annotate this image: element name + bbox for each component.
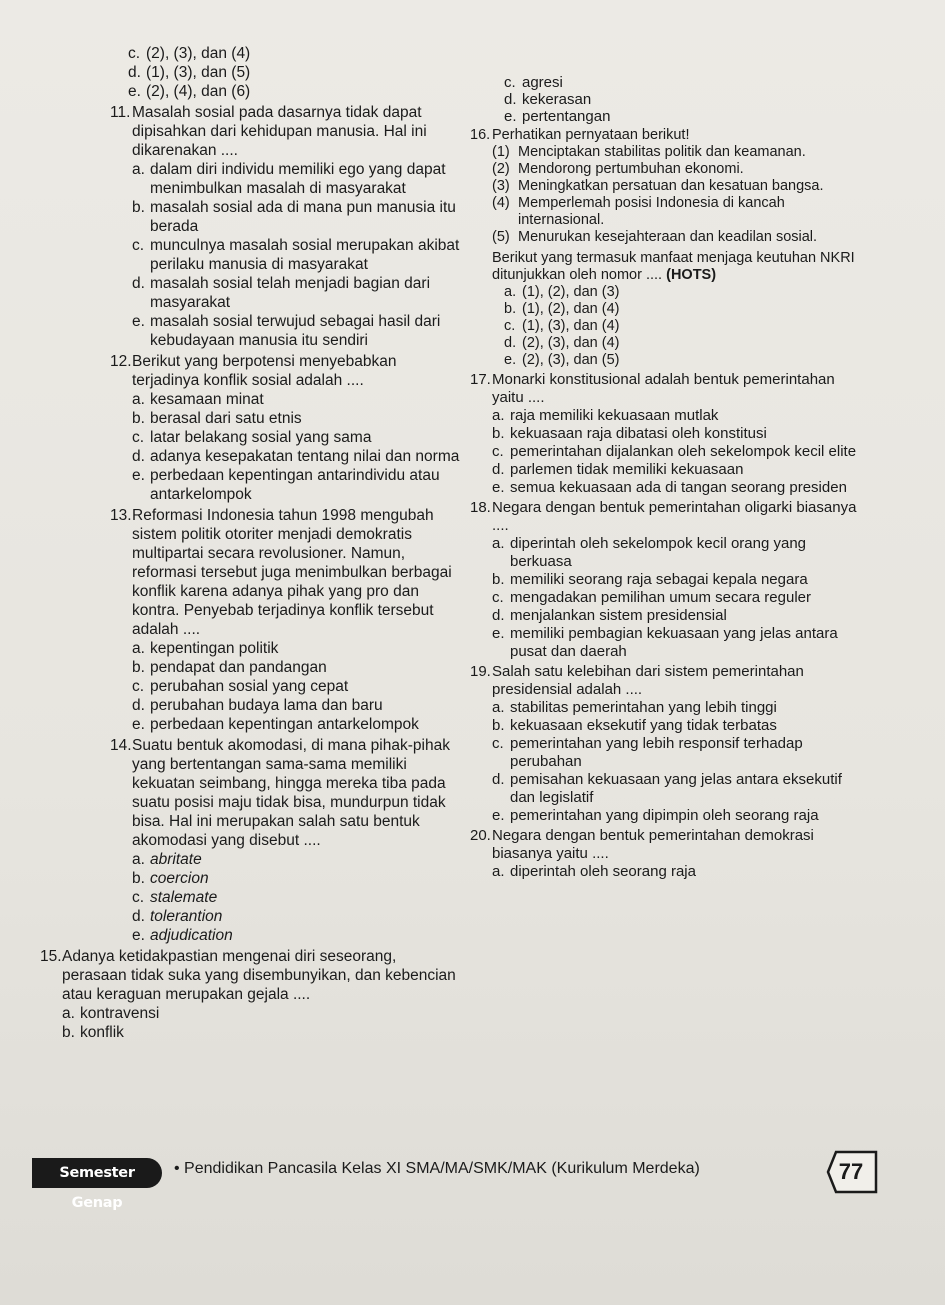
question-stem: 17.Monarki konstitusional adalah bentuk pemerintahan yaitu .... bbox=[470, 371, 835, 406]
question-stem: 18.Negara dengan bentuk pemerintahan oligarki biasanya .... bbox=[470, 499, 857, 534]
option: a. kontravensi bbox=[62, 1005, 160, 1022]
question-stem: 13.Reformasi Indonesia tahun 1998 mengubah sistem politik otoriter menjadi demokratis multipartai secara revolusioner. Namun, reformasi tersebut juga menimbulkan berbagai konflik karena adanya pihak yang pro dan kontra. Penyebab terjadinya konflik tersebut adalah .... bbox=[110, 507, 452, 638]
option: e. perbedaan kepentingan antarindividu atau antarkelompok bbox=[132, 467, 440, 503]
option: d. pemisahan kekuasaan yang jelas antara eksekutif dan legislatif bbox=[492, 771, 842, 806]
option: b. kekuasaan raja dibatasi oleh konstitusi bbox=[492, 425, 767, 442]
option: d. tolerantion bbox=[132, 908, 223, 925]
option: b. konflik bbox=[62, 1024, 124, 1041]
option: c. (1), (3), dan (4) bbox=[504, 318, 620, 334]
option: c. agresi bbox=[504, 74, 563, 91]
question-15 bbox=[40, 947, 465, 1042]
option: c. latar belakang sosial yang sama bbox=[132, 429, 372, 446]
option: a. diperintah oleh sekelompok kecil orang yang berkuasa bbox=[492, 535, 807, 570]
question-prompt: Berikut yang termasuk manfaat menjaga keutuhan NKRI ditunjukkan oleh nomor .... (HOTS) bbox=[492, 250, 855, 283]
question-stem: 20.Negara dengan bentuk pemerintahan demokrasi biasanya yaitu .... bbox=[470, 827, 814, 862]
semester-badge: Semester Genap bbox=[32, 1158, 162, 1188]
question-17 bbox=[470, 371, 865, 497]
statement: (2) Mendorong pertumbuhan ekonomi. bbox=[492, 161, 744, 177]
statement: (1) Menciptakan stabilitas politik dan keamanan. bbox=[492, 144, 806, 160]
option: e. (2), (4), dan (6) bbox=[128, 83, 251, 100]
option: d. masalah sosial telah menjadi bagian dari masyarakat bbox=[132, 275, 431, 311]
right-column bbox=[470, 74, 865, 883]
option: b. berasal dari satu etnis bbox=[132, 410, 302, 427]
option: b. pendapat dan pandangan bbox=[132, 659, 327, 676]
option: a. (1), (2), dan (3) bbox=[504, 284, 620, 300]
option: e. adjudication bbox=[132, 927, 233, 944]
option: a. kepentingan politik bbox=[132, 640, 279, 657]
option: e. memiliki pembagian kekuasaan yang jelas antara pusat dan daerah bbox=[492, 625, 838, 660]
statement: (4) Memperlemah posisi Indonesia di kancah internasional. bbox=[492, 195, 785, 228]
question-20 bbox=[470, 827, 865, 881]
bullet-icon: • bbox=[174, 1160, 185, 1177]
statement: (5) Menurukan kesejahteraan dan keadilan sosial. bbox=[492, 229, 818, 245]
top-left-options bbox=[128, 44, 465, 101]
option: d. parlemen tidak memiliki kekuasaan bbox=[492, 461, 744, 478]
option: d. menjalankan sistem presidensial bbox=[492, 607, 727, 624]
option: a. dalam diri individu memiliki ego yang dapat menimbulkan masalah di masyarakat bbox=[132, 161, 446, 197]
statement: (3) Meningkatkan persatuan dan kesatuan bangsa. bbox=[492, 178, 824, 194]
option: c. pemerintahan yang lebih responsif terhadap perubahan bbox=[492, 735, 803, 770]
hots-tag: (HOTS) bbox=[666, 267, 717, 283]
option: c. pemerintahan dijalankan oleh sekelompok kecil elite bbox=[492, 443, 857, 460]
question-18 bbox=[470, 499, 865, 661]
left-column bbox=[40, 44, 465, 1044]
question-14 bbox=[110, 736, 465, 945]
option: b. (1), (2), dan (4) bbox=[504, 301, 620, 317]
page-number: 77 bbox=[818, 1146, 884, 1198]
question-stem: 16. Perhatikan pernyataan berikut! bbox=[470, 127, 690, 143]
question-stem: 12.Berikut yang berpotensi menyebabkan terjadinya konflik sosial adalah .... bbox=[110, 353, 397, 389]
option: d. adanya kesepakatan tentang nilai dan norma bbox=[132, 448, 460, 465]
option: a. diperintah oleh seorang raja bbox=[492, 863, 696, 880]
question-stem: 11. Masalah sosial pada dasarnya tidak dapat dipisahkan dari kehidupan manusia. Hal ini dikarenakan .... bbox=[110, 104, 427, 159]
option: d. kekerasan bbox=[504, 91, 592, 108]
book-title: • Pendidikan Pancasila Kelas XI SMA/MA/SMK/MAK (Kurikulum Merdeka) bbox=[174, 1160, 700, 1177]
question-11 bbox=[110, 103, 465, 350]
option: c. mengadakan pemilihan umum secara reguler bbox=[492, 589, 811, 606]
question-12 bbox=[110, 352, 465, 504]
option: c. perubahan sosial yang cepat bbox=[132, 678, 349, 695]
option: d. (1), (3), dan (5) bbox=[128, 64, 251, 81]
option: a. kesamaan minat bbox=[132, 391, 264, 408]
question-19 bbox=[470, 663, 865, 825]
option: b. coercion bbox=[132, 870, 209, 887]
option: e. perbedaan kepentingan antarkelompok bbox=[132, 716, 419, 733]
option: a. abritate bbox=[132, 851, 202, 868]
question-13 bbox=[110, 506, 465, 734]
question-stem: 15.Adanya ketidakpastian mengenai diri seseorang, perasaan tidak suka yang disembunyikan, dan kebencian atau keraguan merupakan gejala .... bbox=[40, 948, 456, 1003]
question-stem: 19.Salah satu kelebihan dari sistem pemerintahan presidensial adalah .... bbox=[470, 663, 804, 698]
top-right-options bbox=[504, 74, 865, 125]
option: e. semua kekuasaan ada di tangan seorang presiden bbox=[492, 479, 847, 496]
option: c. munculnya masalah sosial merupakan akibat perilaku manusia di masyarakat bbox=[132, 237, 460, 273]
option: d. perubahan budaya lama dan baru bbox=[132, 697, 383, 714]
option: d. (2), (3), dan (4) bbox=[504, 335, 620, 351]
option: a. raja memiliki kekuasaan mutlak bbox=[492, 407, 719, 424]
option: b. kekuasaan eksekutif yang tidak terbatas bbox=[492, 717, 777, 734]
option: e. pertentangan bbox=[504, 108, 611, 125]
option: b. memiliki seorang raja sebagai kepala negara bbox=[492, 571, 808, 588]
option: c. (2), (3), dan (4) bbox=[128, 45, 251, 62]
question-16 bbox=[470, 127, 865, 369]
option: e. pemerintahan yang dipimpin oleh seorang raja bbox=[492, 807, 819, 824]
option: e. (2), (3), dan (5) bbox=[504, 352, 620, 368]
question-stem: 14.Suatu bentuk akomodasi, di mana pihak-pihak yang bertentangan sama-sama memiliki kekuatan seimbang, hingga mereka tiba pada suatu posisi maju tidak bisa, mundurpun tidak bisa. Hal ini merupakan salah satu bentuk akomodasi yang disebut .... bbox=[110, 737, 450, 849]
option: a. stabilitas pemerintahan yang lebih tinggi bbox=[492, 699, 777, 716]
option: b. masalah sosial ada di mana pun manusia itu berada bbox=[132, 199, 456, 235]
option: e. masalah sosial terwujud sebagai hasil dari kebudayaan manusia itu sendiri bbox=[132, 313, 441, 349]
option: c. stalemate bbox=[132, 889, 218, 906]
